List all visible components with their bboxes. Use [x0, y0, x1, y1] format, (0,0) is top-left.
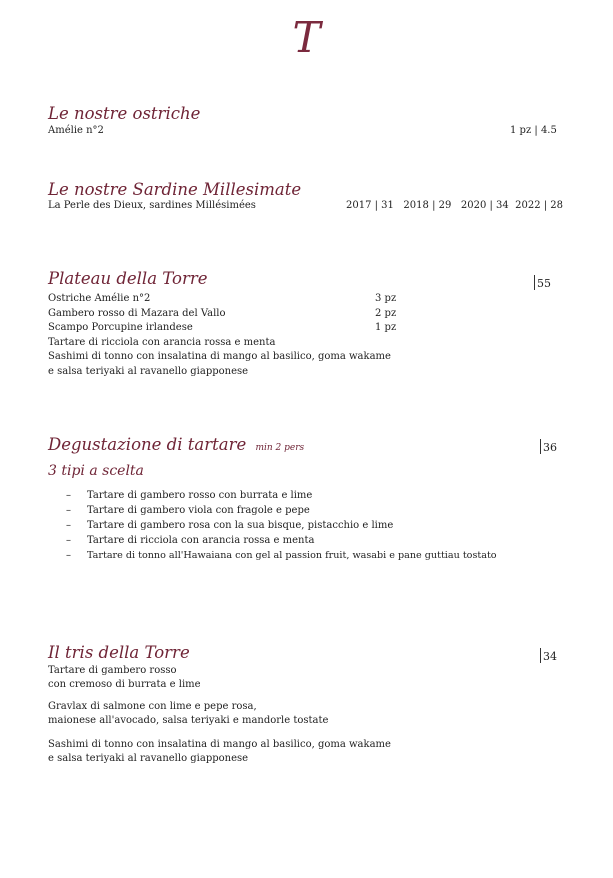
- section-title-ostriche: Le nostre ostriche: [48, 104, 201, 123]
- plateau-item-qty: 2 pz: [375, 307, 397, 319]
- degustazione-price-value: 36: [543, 441, 557, 454]
- tris-line: Tartare di gambero rosso: [48, 665, 177, 676]
- bullet-dash: –: [66, 505, 71, 516]
- tris-price-value: 34: [543, 650, 557, 663]
- sardine-prices: 2017 | 31 2018 | 29 2020 | 34 2022 | 28: [346, 200, 564, 211]
- bullet-dash: –: [66, 520, 71, 531]
- list-item: [0, 519, 613, 534]
- section-title-degustazione: [48, 435, 304, 458]
- plateau-price-value: 55: [537, 277, 551, 290]
- degustazione-title-text: Degustazione di tartare: [48, 435, 247, 454]
- list-item: [0, 534, 613, 549]
- sardine-item: La Perle des Dieux, sardines Millésimées: [48, 200, 256, 211]
- plateau-item-qty: 1 pz: [375, 322, 397, 333]
- bullet-dash: –: [66, 550, 71, 561]
- price-divider: [540, 439, 541, 454]
- tris-price: [540, 648, 557, 665]
- tris-line: e salsa teriyaki al ravanello giapponese: [48, 753, 249, 764]
- section-title-plateau: Plateau della Torre: [48, 269, 208, 288]
- plateau-item-name: Gambero rosso di Mazara del Vallo: [48, 307, 226, 319]
- degustazione-note: min 2 pers: [255, 443, 305, 453]
- restaurant-logo: T: [292, 13, 321, 62]
- degustazione-item: Tartare di tonno all'Hawaiana con gel al passion fruit, wasabi e pane guttiau tostato: [87, 550, 497, 561]
- ostriche-item: Amélie n°2: [48, 125, 104, 136]
- plateau-line: e salsa teriyaki al ravanello giapponese: [48, 365, 249, 377]
- plateau-line: Sashimi di tonno con insalatina di mango al basilico, goma wakame: [48, 351, 391, 362]
- plateau-line: Tartare di ricciola con arancia rossa e menta: [48, 336, 276, 348]
- ostriche-price: 1 pz | 4.5: [510, 125, 557, 136]
- tris-line: Gravlax di salmone con lime e pepe rosa,: [48, 701, 257, 712]
- degustazione-subtitle: 3 tipi a scelta: [48, 463, 144, 479]
- plateau-item-qty: 3 pz: [375, 293, 397, 304]
- tris-line: Sashimi di tonno con insalatina di mango al basilico, goma wakame: [48, 739, 391, 750]
- list-item: [0, 489, 613, 504]
- plateau-item-name: Ostriche Amélie n°2: [48, 293, 151, 304]
- degustazione-item: Tartare di gambero viola con fragole e pepe: [87, 505, 310, 516]
- bullet-dash: –: [66, 490, 71, 501]
- tris-line: maionese all'avocado, salsa teriyaki e mandorle tostate: [48, 715, 329, 726]
- section-title-tris: Il tris della Torre: [48, 643, 190, 662]
- plateau-item-name: Scampo Porcupine irlandese: [48, 322, 193, 333]
- degustazione-item: Tartare di gambero rosso con burrata e lime: [87, 490, 313, 501]
- price-divider: [540, 648, 541, 663]
- tris-line: con cremoso di burrata e lime: [48, 679, 201, 690]
- degustazione-item: Tartare di gambero rosa con la sua bisque, pistacchio e lime: [87, 520, 394, 531]
- list-item: [0, 504, 613, 519]
- list-item: [0, 549, 613, 564]
- degustazione-item: Tartare di ricciola con arancia rossa e menta: [87, 535, 315, 546]
- degustazione-price: [540, 439, 557, 456]
- bullet-dash: –: [66, 535, 71, 546]
- plateau-price: [534, 275, 551, 292]
- section-title-sardine: Le nostre Sardine Millesimate: [48, 180, 302, 199]
- price-divider: [534, 275, 535, 290]
